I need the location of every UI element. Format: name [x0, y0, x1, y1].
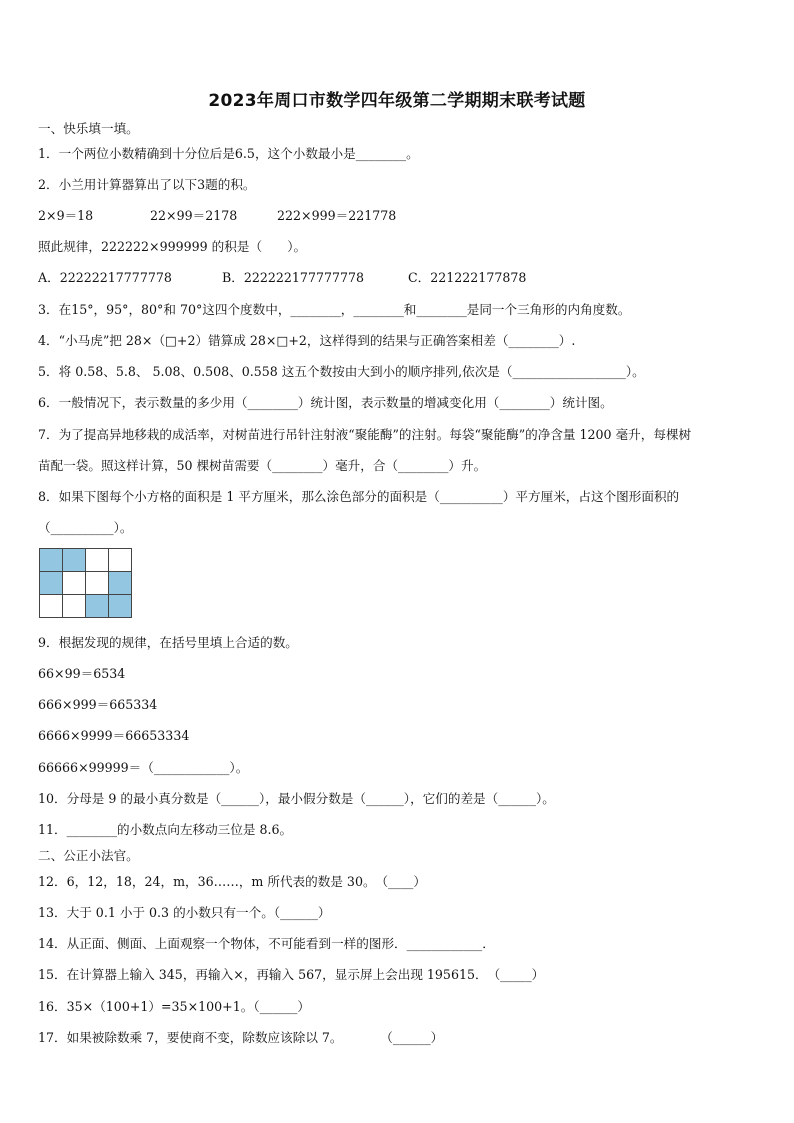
exam-title: 2023年周口市数学四年级第二学期期末联考试题 [208, 91, 586, 111]
q2-expression-1: 2×9＝18 [38, 208, 94, 223]
grid-row [40, 572, 132, 595]
question-4: 4．“小马虎”把 28×（□+2）错算成 28×□+2，这样得到的结果与正确答案相差（________）. [38, 333, 576, 348]
grid-cell-empty [63, 595, 86, 618]
grid-row [40, 595, 132, 618]
question-1: 1．一个两位小数精确到十分位后是6.5，这个小数最小是________。 [38, 146, 419, 161]
q2-option-b: B．222222177777778 [222, 270, 365, 285]
question-9: 9．根据发现的规律，在括号里填上合适的数。 [38, 635, 298, 650]
question-17: 17．如果被除数乘 7，要使商不变，除数应该除以 7。 （______） [38, 1030, 444, 1045]
question-8-line-1: 8．如果下图每个小方格的面积是 1 平方厘米，那么涂色部分的面积是（__________）平方厘米，占这个图形面积的 [38, 489, 680, 504]
question-7-line-2: 苗配一袋。照这样计算，50 棵树苗需要（________）毫升，合（________）升。 [38, 458, 487, 473]
grid-cell-shaded [63, 549, 86, 572]
question-11: 11．________的小数点向左移动三位是 8.6。 [38, 822, 293, 837]
q2-option-c: C．221222177878 [408, 270, 527, 285]
question-2-rule: 照此规律，222222×999999 的积是（ ）。 [38, 239, 307, 254]
question-5: 5．将 0.58、5.8、 5.08、0.508、0.558 这五个数按由大到小的顺序排列,依次是（__________________）。 [38, 364, 645, 379]
grid-row [40, 549, 132, 572]
grid-cell-empty [86, 549, 109, 572]
q9-expression-3: 6666×9999＝66653334 [38, 728, 190, 743]
question-15: 15．在计算器上输入 345，再输入×，再输入 567，显示屏上会出现 195615． （_____） [38, 967, 545, 982]
q9-expression-1: 66×99＝6534 [38, 666, 126, 681]
q2-option-a: A．22222217777778 [38, 270, 172, 285]
question-14: 14．从正面、侧面、上面观察一个物体，不可能看到一样的图形．____________． [38, 936, 495, 951]
section-heading-fill-in: 一、快乐填一填。 [38, 121, 139, 136]
grid-cell-empty [63, 572, 86, 595]
grid-cell-empty [40, 595, 63, 618]
question-8-line-2: （__________）。 [38, 520, 133, 535]
question-7-line-1: 7．为了提高异地移栽的成活率，对树苗进行吊针注射液“聚能酶”的注射。每袋“聚能酶”的净含量 1200 毫升，每棵树 [38, 427, 692, 442]
grid-cell-empty [86, 572, 109, 595]
question-13: 13．大于 0.1 小于 0.3 的小数只有一个。（______） [38, 905, 331, 920]
question-12: 12．6，12，18，24，m，36……，m 所代表的数是 30。 （____） [38, 874, 426, 889]
q9-expression-2: 666×999＝665334 [38, 697, 158, 712]
question-2-expressions [38, 208, 760, 224]
q9-expression-4: 66666×99999＝（____________）。 [38, 760, 249, 775]
q2-expression-2: 22×99＝2178 [150, 208, 238, 223]
q2-expression-3: 222×999＝221778 [277, 208, 397, 223]
section-heading-true-false: 二、公正小法官。 [38, 848, 139, 863]
question-6: 6．一般情况下，表示数量的多少用（________）统计图，表示数量的增减变化用（________）统计图。 [38, 395, 613, 410]
q8-area-grid [39, 548, 132, 618]
question-3: 3．在15°，95°，80°和 70°这四个度数中，________，________和________是同一个三角形的内角度数。 [38, 302, 631, 317]
grid-cell-shaded [86, 595, 109, 618]
grid-cell-shaded [40, 549, 63, 572]
question-10: 10．分母是 9 的最小真分数是（______），最小假分数是（______），它们的差是（______）。 [38, 791, 555, 806]
question-2-options [38, 270, 760, 286]
grid-cell-shaded [109, 595, 132, 618]
question-16: 16．35×（100+1）=35×100+1。（______） [38, 999, 310, 1014]
question-2: 2．小兰用计算器算出了以下3题的积。 [38, 177, 256, 192]
grid-cell-empty [109, 549, 132, 572]
grid-cell-shaded [109, 572, 132, 595]
grid-cell-shaded [40, 572, 63, 595]
